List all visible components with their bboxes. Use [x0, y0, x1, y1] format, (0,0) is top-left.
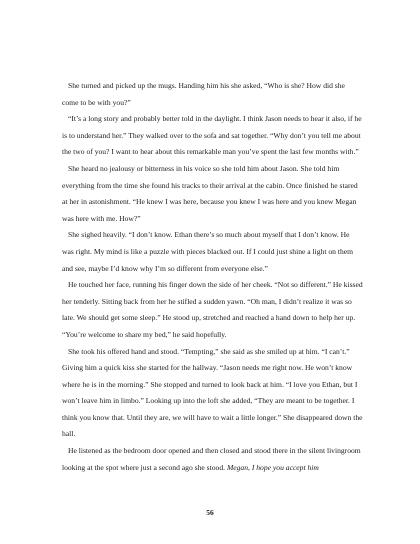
italic-thought-text: Megan, I hope you accept him — [226, 462, 319, 472]
paragraph: She sighed heavily. “I don’t know. Ethan there’s so much about myself that I don’t know. He was right. My mind is like a puzzle with pieces blacked out. If I could just shine a light on them and see, maybe I’d know why I’m so different from everyone else.” — [62, 230, 354, 273]
paragraph: He touched her face, running his finger down the side of her cheek. “Not so different.” He kissed her tenderly. Sitting back from her he stifled a sudden yawn. “Oh man, I didn’t realize it was so late. We should get some sleep.” He stood up, stretched and reached a hand down to help her up. “You’re welcome to share my bed,” he said hopefully. — [62, 280, 363, 339]
page-number: 56 — [206, 508, 214, 517]
paragraph-text: He listened as the bedroom door opened and then closed and stood there in the silent livingroom looking at the spot where just a second ago she stood. — [62, 446, 361, 472]
page-body-text — [62, 78, 363, 476]
paragraph: She took his offered hand and stood. “Tempting,” she said as she smiled up at him. “I can’t.” Giving him a quick kiss she started for the hallway. “Jason needs me right now. He won’t know where he is in the morning.” She stopped and turned to look back at him. “I love you Ethan, but I won’t leave him in limbo.” Looking up into the loft she added, “They are meant to be together. I think you know that. Until they are, we will have to wait a little longer.” She disappeared down the hall. — [62, 346, 363, 439]
paragraph: She turned and picked up the mugs. Handing him his she asked, “Who is she? How did she come to be with you?” — [62, 81, 345, 107]
paragraph-last — [62, 443, 363, 476]
paragraph: She heard no jealousy or bitterness in his voice so she told him about Jason. She told him everything from the time she found his tracks to their arrival at the cabin. Once finished he stared at her in astonishment. “He knew I was here, because you knew I was here and you knew Megan was here with me. How?” — [62, 163, 358, 223]
paragraph: “It’s a long story and probably better told in the daylight. I think Jason needs to hear it also, if he is to understand her.” They walked over to the sofa and sat together. “Why don’t you tell me about the two of you? I want to hear about this remarkable man you’ve spent the last few months with.” — [62, 114, 362, 157]
